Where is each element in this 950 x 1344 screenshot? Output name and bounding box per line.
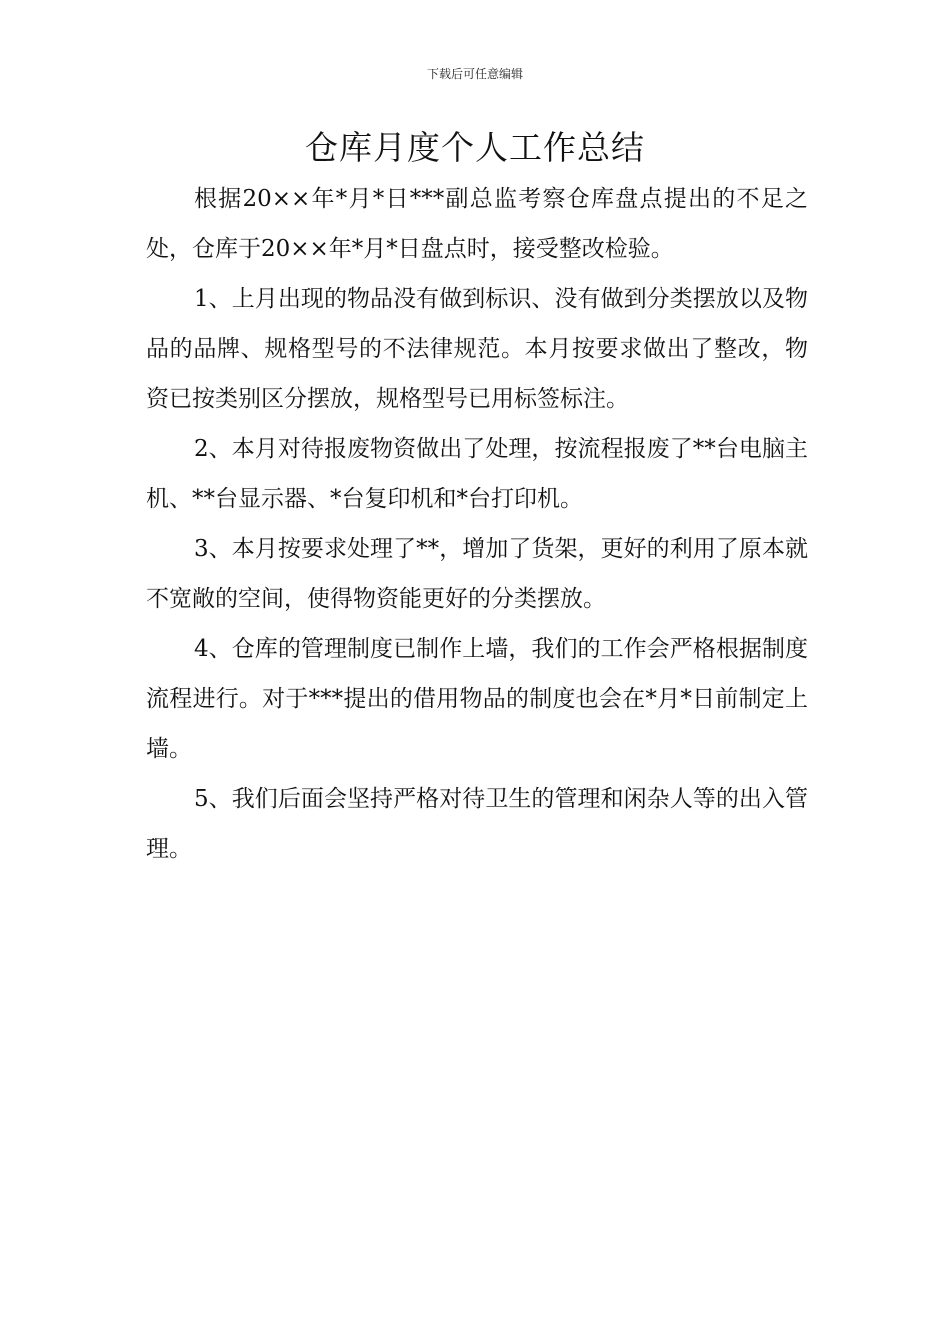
paragraph-item-2: 2、本月对待报废物资做出了处理，按流程报废了**台电脑主机、**台显示器、*台复印机和*台打印机。 (146, 436, 808, 512)
paragraph-item-1: 1、上月出现的物品没有做到标识、没有做到分类摆放以及物品的品牌、规格型号的不法律规范。本月按要求做出了整改，物资已按类别区分摆放，规格型号已用标签标注。 (146, 286, 808, 412)
paragraph-item-4: 4、仓库的管理制度已制作上墙，我们的工作会严格根据制度流程进行。对于***提出的借用物品的制度也会在*月*日前制定上墙。 (146, 636, 808, 762)
header-note: 下载后可任意编辑 (426, 67, 523, 81)
paragraph-item-3: 3、本月按要求处理了**，增加了货架，更好的利用了原本就不宽敞的空间，使得物资能更好的分类摆放。 (146, 536, 808, 612)
paragraph-item-5: 5、我们后面会坚持严格对待卫生的管理和闲杂人等的出入管理。 (146, 786, 808, 862)
paragraph-intro: 根据20××年*月*日***副总监考察仓库盘点提出的不足之处，仓库于20××年*月*日盘点时，接受整改检验。 (146, 186, 808, 262)
document-body (146, 174, 808, 874)
document-title: 仓库月度个人工作总结 (305, 128, 645, 167)
